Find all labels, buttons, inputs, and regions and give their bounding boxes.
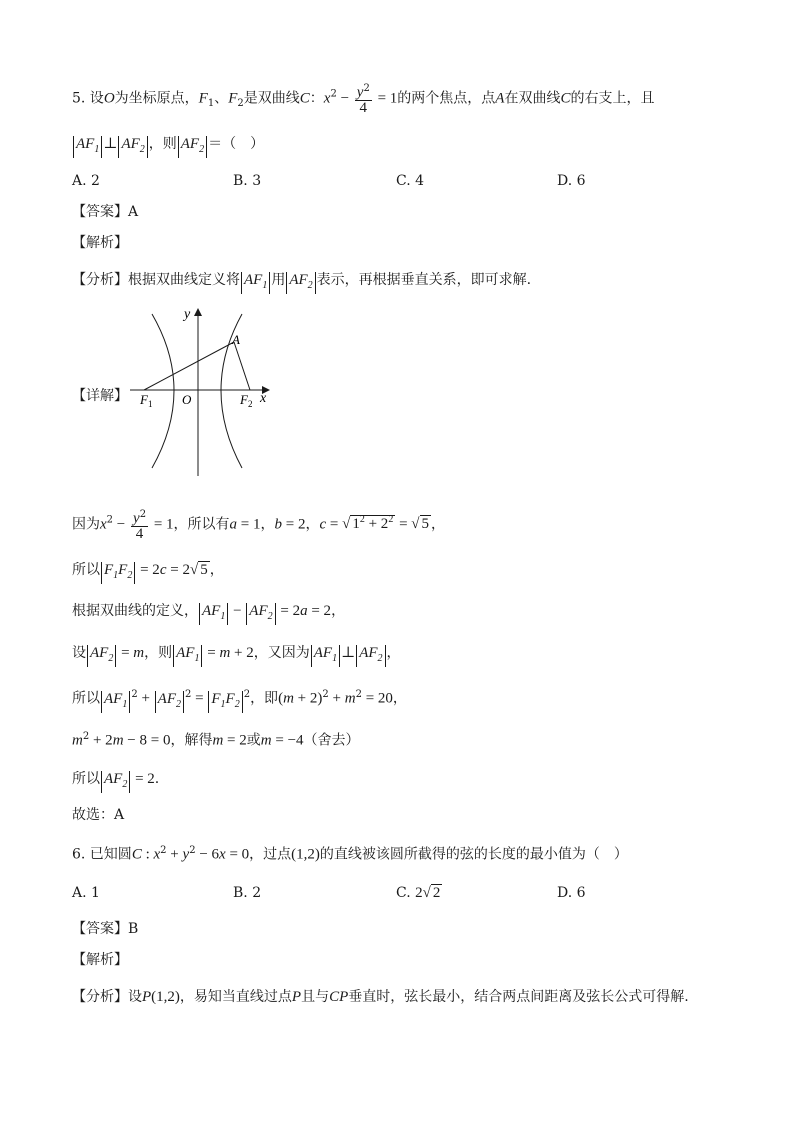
label-f2-sub: 2 xyxy=(248,399,253,409)
q5-step3: 根据双曲线的定义， $AF_1 - AF_2 = 2a = 2$， xyxy=(72,601,345,625)
q5-step6: $m^2 + 2m - 8 = 0$，解得m = 2或m = −4（舍去） xyxy=(72,731,360,749)
label-f2: F xyxy=(240,392,248,407)
q5-step7: 所以 $AF_2 = 2$. xyxy=(72,769,159,793)
label-a: A xyxy=(232,332,240,347)
q5-option-a: A. 2 xyxy=(72,173,100,189)
q6-analysis-tag: 【解析】 xyxy=(72,952,128,968)
segment-af1 xyxy=(144,342,234,390)
q5-option-c: C. 4 xyxy=(396,173,425,189)
q5-step1: 因为$x^2$ − $\frac{y^2}{4}$ = 1，所以有a = 1，b = 2，c = √ $1^2 + 2^2$ = √ 5 ， xyxy=(72,509,446,542)
q5-stem-line2: $AF_1$ ⊥ $AF_2$ ，则 $AF_2$ ＝（ ） xyxy=(72,134,264,158)
hyperbola-figure xyxy=(124,302,284,478)
label-y: y xyxy=(184,307,191,322)
q5-step4: 设 $AF_2 = m$，则 $AF_1 = m + 2$，又因为 $AF_1$ ⊥ $AF_2$ ， xyxy=(72,643,401,667)
left-branch xyxy=(152,314,174,468)
label-x: x xyxy=(260,391,267,406)
q5-fenxi: 【分析】根据双曲线定义将 $AF_1$ 用 $AF_2$ 表示，再根据垂直关系，即可求解. xyxy=(72,270,531,294)
q6-fenxi: 【分析】设P(1,2)，易知当直线过点P且与CP垂直时，弦长最小，结合两点间距离及弦长公式可得解. xyxy=(72,989,689,1005)
q5-detail-tag: 【详解】 xyxy=(72,388,128,404)
q5-choose: 故选：A xyxy=(72,807,125,823)
q6-option-d: D. 6 xyxy=(557,885,586,901)
q5-option-d: D. 6 xyxy=(557,173,586,189)
q5-analysis-tag: 【解析】 xyxy=(72,235,128,251)
label-f1: F xyxy=(140,392,148,407)
q5-answer: 【答案】A xyxy=(72,204,139,220)
q6-option-a: A. 1 xyxy=(72,885,100,901)
q5-step5: 所以 $AF_1^2 + AF_2^2 = F_1F_2^2$，即$(m + 2)^2 + m^2 = 20$， xyxy=(72,685,407,713)
label-f1-sub: 1 xyxy=(148,399,153,409)
q5-step2: 所以 $F_1F_2 = 2c = 2√$ 5 ， xyxy=(72,560,224,584)
q6-option-b: B. 2 xyxy=(233,885,262,901)
segment-af2 xyxy=(234,342,250,390)
q6-option-c: C. 2√ 2 xyxy=(396,885,441,901)
q5-option-b: B. 3 xyxy=(233,173,262,189)
q5-stem-line1: 5. 设O为坐标原点，$F_1$、$F_2$是双曲线C：$x^2$ − $\frac{y^2}{4}$ = 1的两个焦点，点A在双曲线C的右支上，且 xyxy=(72,83,655,116)
q6-answer: 【答案】B xyxy=(72,921,139,937)
label-o: O xyxy=(182,392,192,407)
q6-stem: 6. 已知圆C : $x^2 + y^2 - 6x = 0$，过点(1,2)的直线被该圆所截得的弦的长度的最小值为（ ） xyxy=(72,845,628,863)
